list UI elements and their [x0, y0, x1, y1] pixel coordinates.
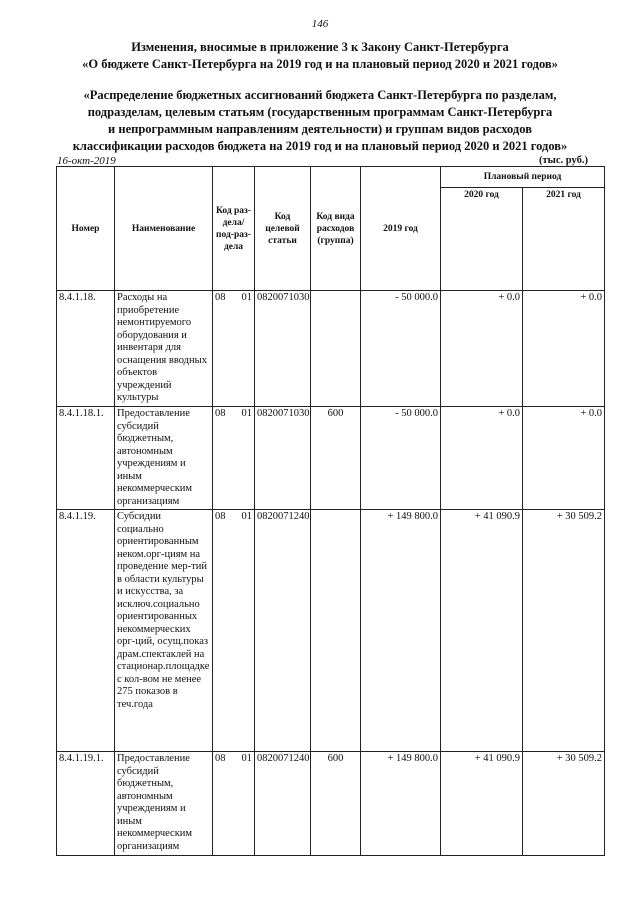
row-target: 0820071240 — [255, 510, 311, 752]
table-row — [57, 407, 605, 510]
row-section — [213, 752, 255, 856]
row-name: Предоставление субсидий бюджетным, автономным учреждениям и иным некоммерческим организациям — [115, 752, 213, 856]
row-number: 8.4.1.19. — [57, 510, 115, 752]
row-2019: + 149 800.0 — [361, 510, 441, 752]
row-2021: + 0.0 — [523, 407, 605, 510]
budget-table — [56, 166, 605, 856]
row-target: 0820071240 — [255, 752, 311, 856]
section-code: 08 — [215, 292, 226, 303]
subtitle-line: подразделам, целевым статьям (государственным программам Санкт-Петербурга — [87, 105, 553, 119]
header-section: Код раз-дела/ под-раз-дела — [213, 167, 255, 291]
document-title — [0, 39, 640, 73]
row-number: 8.4.1.19.1. — [57, 752, 115, 856]
row-2021: + 0.0 — [523, 291, 605, 407]
section-code: 08 — [215, 753, 226, 764]
title-line: Изменения, вносимые в приложение 3 к Закону Санкт-Петербурга — [131, 40, 509, 54]
subsection-code: 01 — [241, 292, 252, 303]
row-section — [213, 407, 255, 510]
table-row — [57, 752, 605, 856]
document-subtitle — [0, 87, 640, 155]
row-2020: + 41 090.9 — [441, 510, 523, 752]
row-type — [311, 291, 361, 407]
row-number: 8.4.1.18.1. — [57, 407, 115, 510]
units-label: (тыс. руб.) — [539, 155, 588, 166]
row-type — [311, 510, 361, 752]
row-2021: + 30 509.2 — [523, 510, 605, 752]
section-code: 08 — [215, 511, 226, 522]
row-name: Расходы на приобретение немонтируемого оборудования и инвентаря для оснащения вводных объектов учреждений культуры — [115, 291, 213, 407]
header-2021: 2021 год — [523, 188, 605, 291]
row-type: 600 — [311, 407, 361, 510]
title-line: «О бюджете Санкт-Петербурга на 2019 год и на плановый период 2020 и 2021 годов» — [82, 57, 558, 71]
document-date: 16-окт-2019 — [57, 155, 116, 167]
row-name: Субсидии социально ориентированным неком.орг-циям на проведение мер-тий в области культуры и искусства, за исключ.социально ориентированных некоммерческих орг-ций, осущ.показ драм.спектаклей на стационар.площадке с кол-вом не менее 275 показов в теч.года — [115, 510, 213, 752]
header-target: Код целевой статьи — [255, 167, 311, 291]
section-code: 08 — [215, 408, 226, 419]
header-2020: 2020 год — [441, 188, 523, 291]
subsection-code: 01 — [241, 511, 252, 522]
page-number: 146 — [311, 18, 329, 30]
row-number: 8.4.1.18. — [57, 291, 115, 407]
row-2020: + 0.0 — [441, 291, 523, 407]
header-name: Наименование — [115, 167, 213, 291]
row-2019: - 50 000.0 — [361, 407, 441, 510]
subtitle-line: и непрограммным направлениям деятельности) и группам видов расходов — [108, 122, 532, 136]
row-2019: + 149 800.0 — [361, 752, 441, 856]
table-row — [57, 510, 605, 752]
subsection-code: 01 — [241, 753, 252, 764]
row-2021: + 30 509.2 — [523, 752, 605, 856]
row-type: 600 — [311, 752, 361, 856]
header-type: Код вида расходов (группа) — [311, 167, 361, 291]
header-number: Номер — [57, 167, 115, 291]
row-2019: - 50 000.0 — [361, 291, 441, 407]
row-name: Предоставление субсидий бюджетным, автономным учреждениям и иным некоммерческим организациям — [115, 407, 213, 510]
subtitle-line: «Распределение бюджетных ассигнований бюджета Санкт-Петербурга по разделам, — [83, 88, 557, 102]
row-2020: + 0.0 — [441, 407, 523, 510]
row-2020: + 41 090.9 — [441, 752, 523, 856]
row-target: 0820071030 — [255, 407, 311, 510]
header-planned-period: Плановый период — [441, 167, 605, 188]
subtitle-line: классификации расходов бюджета на 2019 год и на плановый период 2020 и 2021 годов» — [72, 139, 568, 153]
row-target: 0820071030 — [255, 291, 311, 407]
subsection-code: 01 — [241, 408, 252, 419]
header-2019: 2019 год — [361, 167, 441, 291]
row-section — [213, 291, 255, 407]
row-section — [213, 510, 255, 752]
table-row — [57, 291, 605, 407]
